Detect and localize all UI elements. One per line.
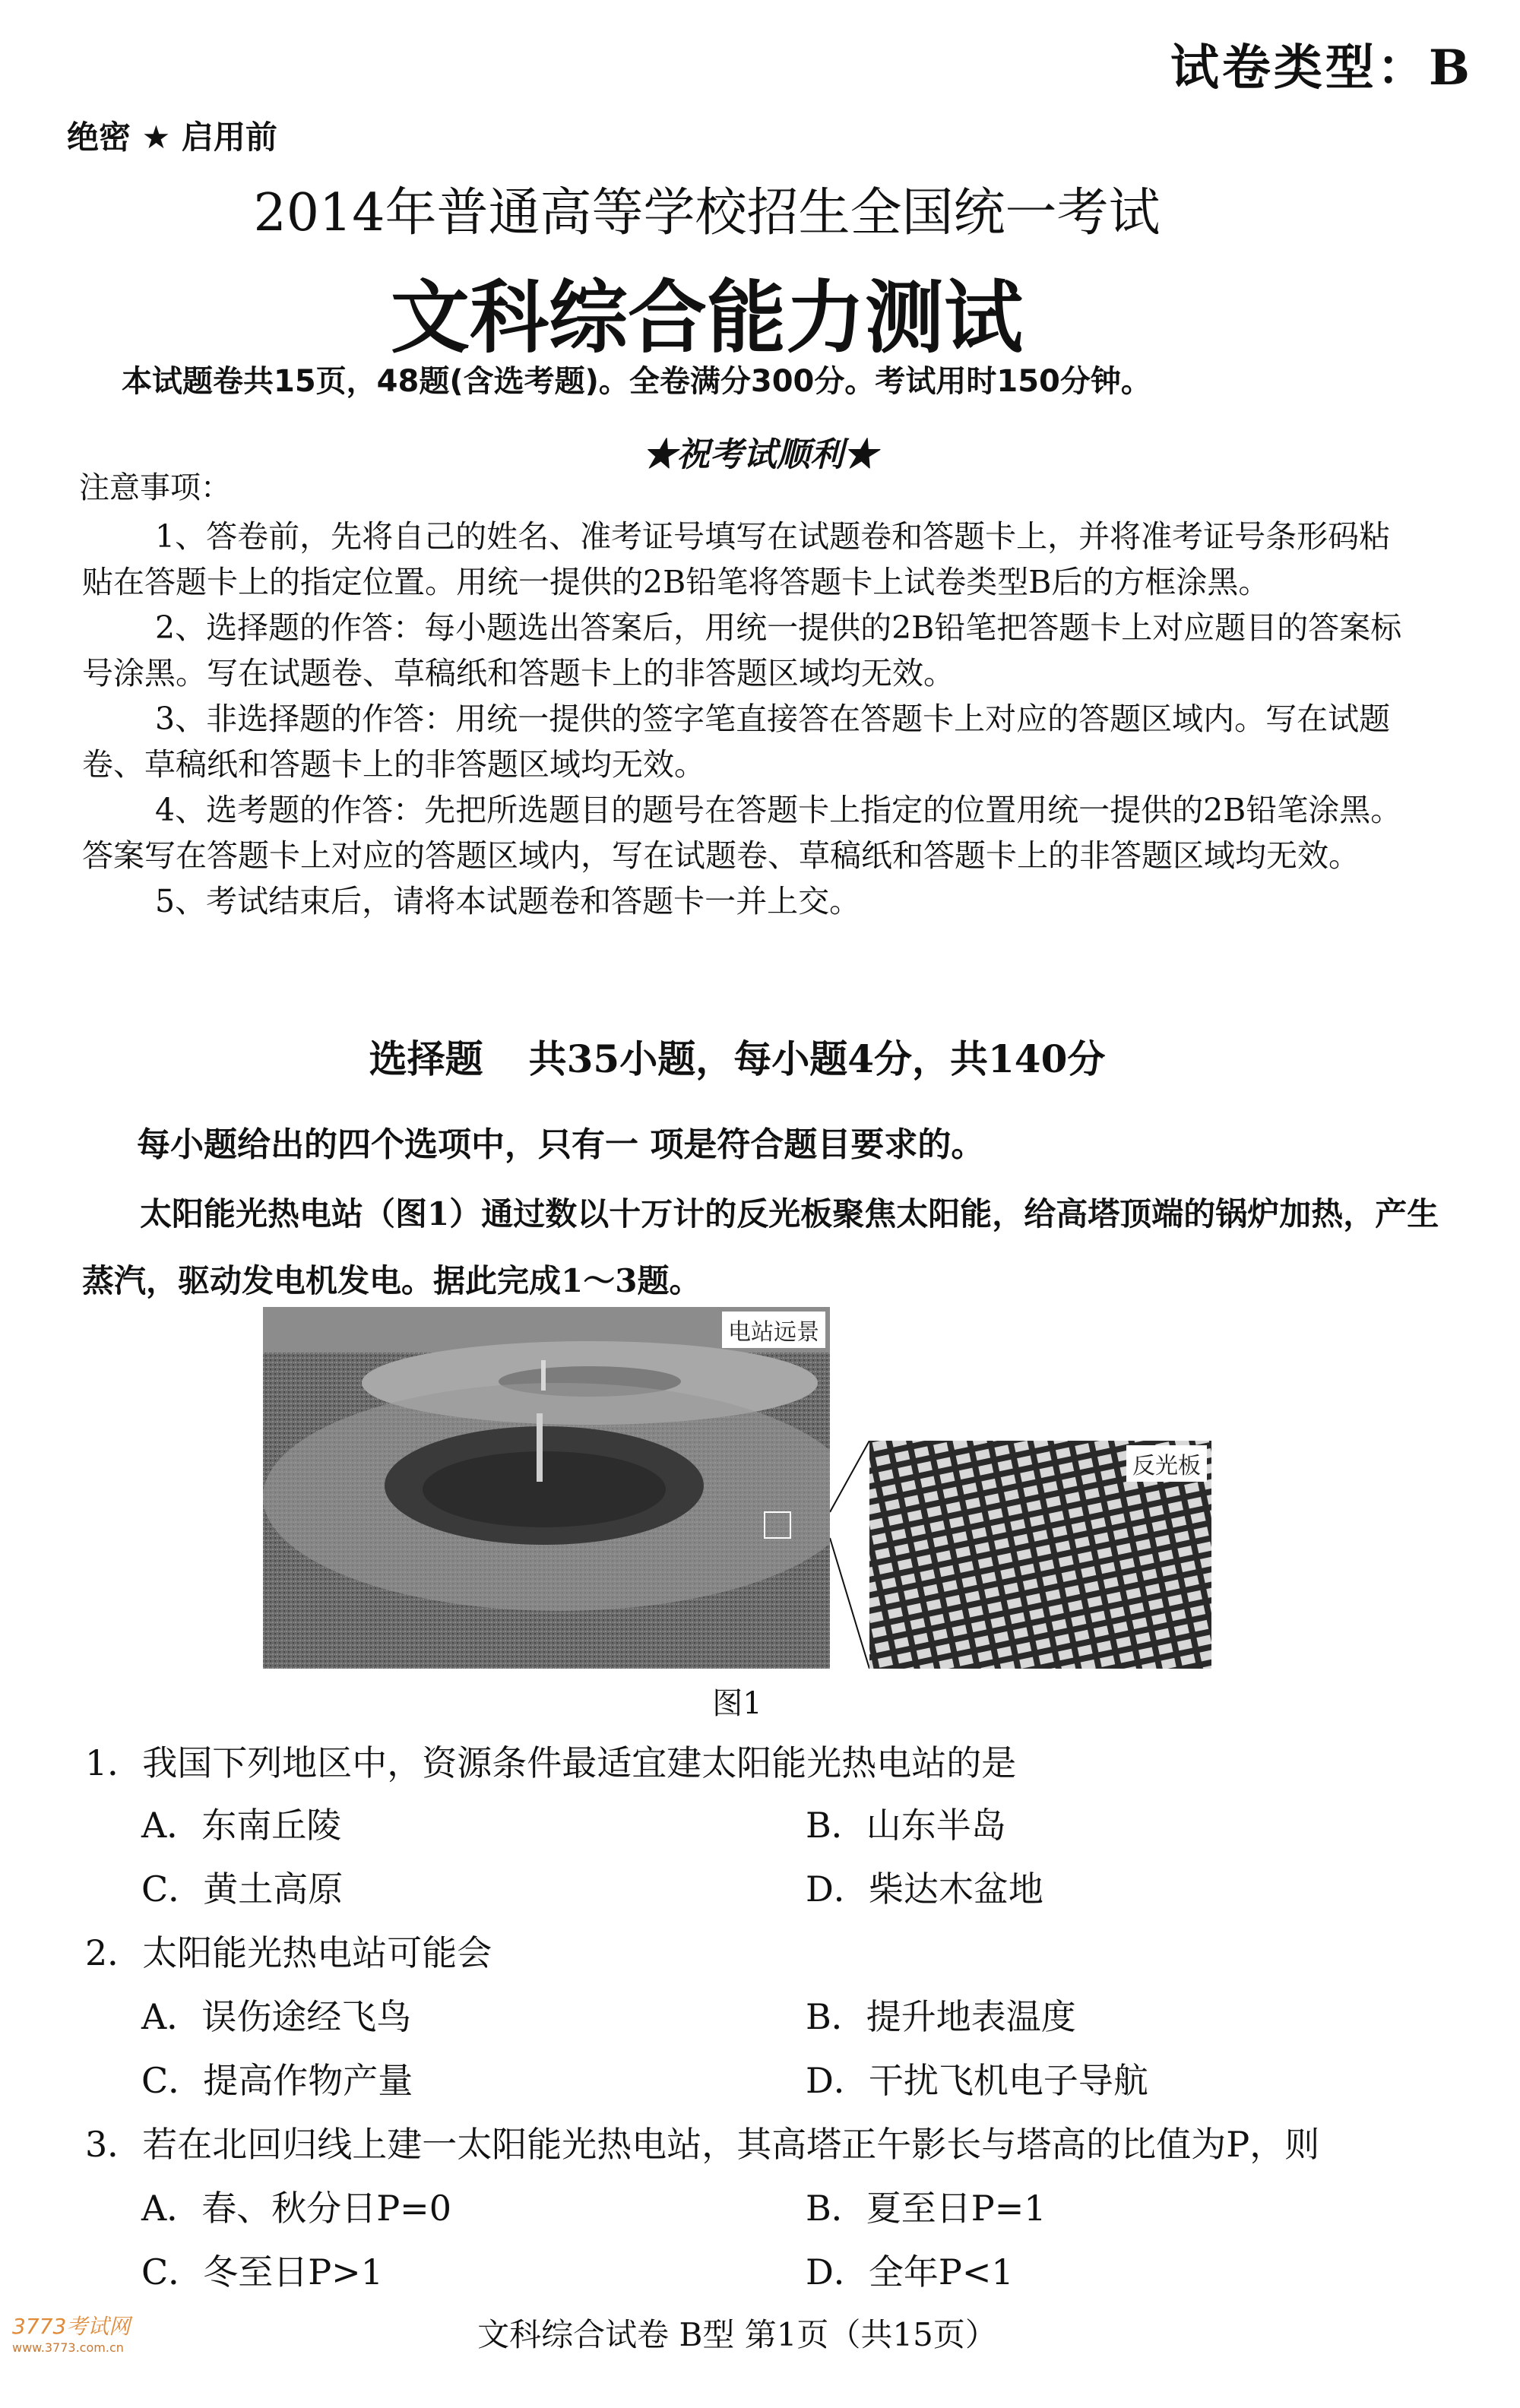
- exam-summary: 本试题卷共15页，48题(含选考题)。全卷满分300分。考试用时150分钟。: [122, 364, 1151, 399]
- question-stem: 2．太阳能光热电站可能会: [85, 1932, 492, 1973]
- figure-caption: 图1: [712, 1686, 762, 1721]
- question-option: D．干扰飞机电子导航: [806, 2060, 1148, 2101]
- reflector-closeup-photo: [869, 1441, 1211, 1669]
- question-option: C．冬至日P>1: [141, 2251, 383, 2293]
- notice-item: 5、考试结束后，请将本试题卷和答题卡一并上交。: [155, 883, 861, 919]
- page-footer: 文科综合试卷 B型 第1页（共15页）: [477, 2316, 997, 2353]
- section-instruction: 每小题给出的四个选项中，只有一 项是符合题目要求的。: [137, 1125, 985, 1164]
- watermark-url: www.3773.com.cn: [12, 2340, 124, 2355]
- question-option: A．春、秋分日P=0: [141, 2188, 451, 2229]
- notice-item: 3、非选择题的作答：用统一提供的签字笔直接答在答题卡上对应的答题区域内。写在试题卷、草稿纸和答题卡上的非答题区域均无效。: [82, 701, 1391, 783]
- section-name: 选择题: [369, 1036, 483, 1081]
- question-option: B．提升地表温度: [806, 1996, 1076, 2037]
- question-option: B．山东半岛: [806, 1805, 1006, 1846]
- figure-label-main: 电站远景: [722, 1312, 825, 1348]
- question-option: B．夏至日P=1: [806, 2188, 1047, 2229]
- solar-station-photo: [263, 1307, 830, 1669]
- section-detail: 共35小题，每小题4分，共140分: [528, 1036, 1106, 1081]
- section-heading: [0, 1029, 1474, 1084]
- notice-heading: 注意事项：: [79, 470, 231, 505]
- confidential-mark: 绝密 ★ 启用前: [67, 119, 277, 156]
- question-option: D．柴达木盆地: [806, 1868, 1043, 1910]
- notice-item: 4、选考题的作答：先把所选题目的题号在答题卡上指定的位置用统一提供的2B铅笔涂黑。答案写在答题卡上对应的答题区域内，写在试题卷、草稿纸和答题卡上的非答题区域均无效。: [82, 792, 1402, 874]
- site-watermark: [12, 2310, 130, 2355]
- question-option: A．误伤途经飞鸟: [141, 1996, 412, 2037]
- question-option: C．黄土高原: [141, 1868, 344, 1910]
- exam-title: 2014年普通高等学校招生全国统一考试: [253, 183, 1161, 243]
- figure-label-inset: 反光板: [1126, 1445, 1207, 1482]
- question-stem: 3．若在北回归线上建一太阳能光热电站，其高塔正午影长与塔高的比值为P，则: [85, 2124, 1320, 2165]
- notice-item: 1、答卷前，先将自己的姓名、准考证号填写在试题卷和答题卡上，并将准考证号条形码粘贴在答题卡上的指定位置。用统一提供的2B铅笔将答题卡上试卷类型B后的方框涂黑。: [82, 518, 1391, 600]
- question-option: A．东南丘陵: [141, 1805, 342, 1846]
- context-text: 太阳能光热电站（图1）通过数以十万计的反光板聚焦太阳能，给高塔顶端的锅炉加热，产生蒸汽，驱动发电机发电。据此完成1～3题。: [82, 1195, 1439, 1299]
- question-context: [82, 1181, 1450, 1315]
- good-luck-line: ★祝考试顺利★: [643, 435, 877, 474]
- callout-lines: [830, 1441, 876, 1669]
- watermark-brand: 3773考试网: [12, 2314, 131, 2339]
- question-option: D．全年P<1: [806, 2251, 1014, 2293]
- question-stem: 1．我国下列地区中，资源条件最适宜建太阳能光热电站的是: [85, 1742, 1017, 1783]
- notice-item: 2、选择题的作答：每小题选出答案后，用统一提供的2B铅笔把答题卡上对应题目的答案标号涂黑。写在试题卷、草稿纸和答题卡上的非答题区域均无效。: [82, 609, 1402, 691]
- solar-station-illustration: [263, 1307, 830, 1669]
- question-option: C．提高作物产量: [141, 2060, 413, 2101]
- notice-list: [82, 514, 1420, 924]
- subject-title: 文科综合能力测试: [390, 271, 1023, 364]
- paper-type-label: 试卷类型：B: [1170, 40, 1473, 97]
